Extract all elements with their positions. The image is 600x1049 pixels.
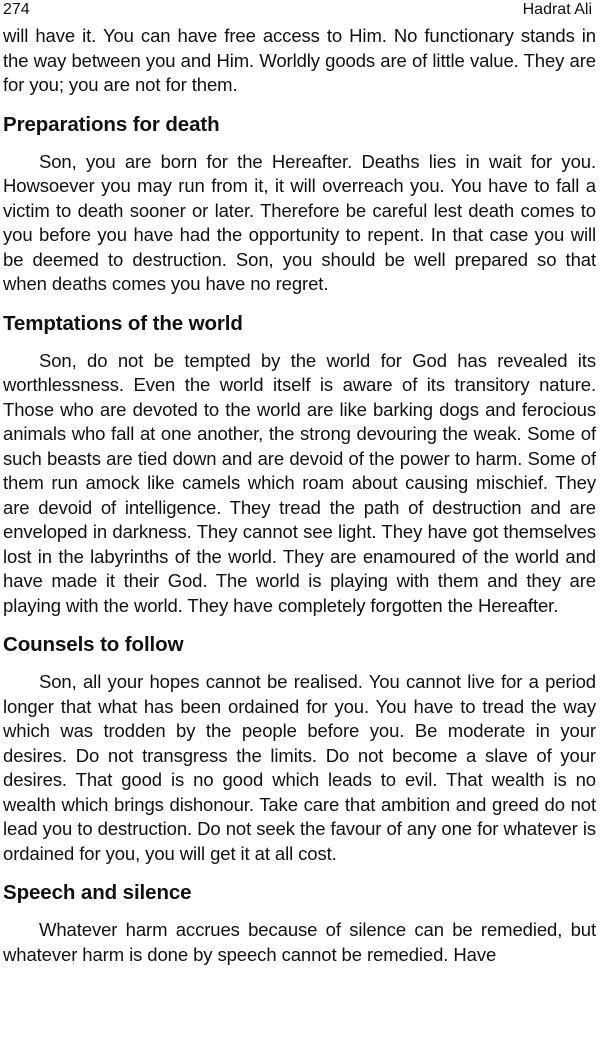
section-body-temptations-of-the-world: Son, do not be tempted by the world for God has revealed its worthlessness. Even the world itself is aware of its transitory nature. Those who are devoted to the world are like barking dogs and ferocious animals who fall at one another, the strong devouring the weak. Some of such beasts are tied down and are devoid of the power to harm. Some of them run amock like camels which roam about causing mischief. They are devoid of intelligence. They tread the path of destruction and are enveloped in darkness. They cannot see light. They have got themselves lost in the labyrinths of the world. They are enamoured of the world and have made it their God. The world is playing with them and they are playing with the world. They have completely forgotten the Hereafter. <box>3 349 596 616</box>
section-body-speech-and-silence: Whatever harm accrues because of silence can be remedied, but whatever harm is done by speech cannot be remedied. Have <box>3 919 596 965</box>
section-body-preparations-for-death: Son, you are born for the Hereafter. Deaths lies in wait for you. Howsoever you may run from it, it will overreach you. You have to fall a victim to death sooner or later. Therefore be careful lest death comes to you before you have had the opportunity to repent. In that case you will be deemed to destruction. Son, you should be well prepared so that when deaths comes you have no regret. <box>3 150 596 294</box>
running-header <box>3 0 596 24</box>
section-heading-preparations-for-death: Preparations for death <box>3 112 220 136</box>
intro-paragraph: will have it. You can have free access to Him. No functionary stands in the way between you and Him. Worldly goods are of little value. They are for you; you are not for them. <box>3 25 596 95</box>
page-number: 274 <box>3 1 30 18</box>
book-title: Hadrat Ali <box>522 1 592 18</box>
section-heading-speech-and-silence: Speech and silence <box>3 881 192 904</box>
section-heading-counsels-to-follow: Counsels to follow <box>3 633 184 656</box>
section-body-counsels-to-follow: Son, all your hopes cannot be realised. You cannot live for a period longer that what has been ordained for you. You have to tread the way which was trodden by the people before you. Be moderate in your desires. Do not transgress the limits. Do not become a slave of your desires. That good is no good which leads to evil. That wealth is no wealth which brings dishonour. Take care that ambition and greed do not lead you to destruction. Do not seek the favour of any one for whatever is ordained for you, you will get it at all cost. <box>3 671 596 864</box>
section-heading-temptations-of-the-world: Temptations of the world <box>3 311 243 335</box>
